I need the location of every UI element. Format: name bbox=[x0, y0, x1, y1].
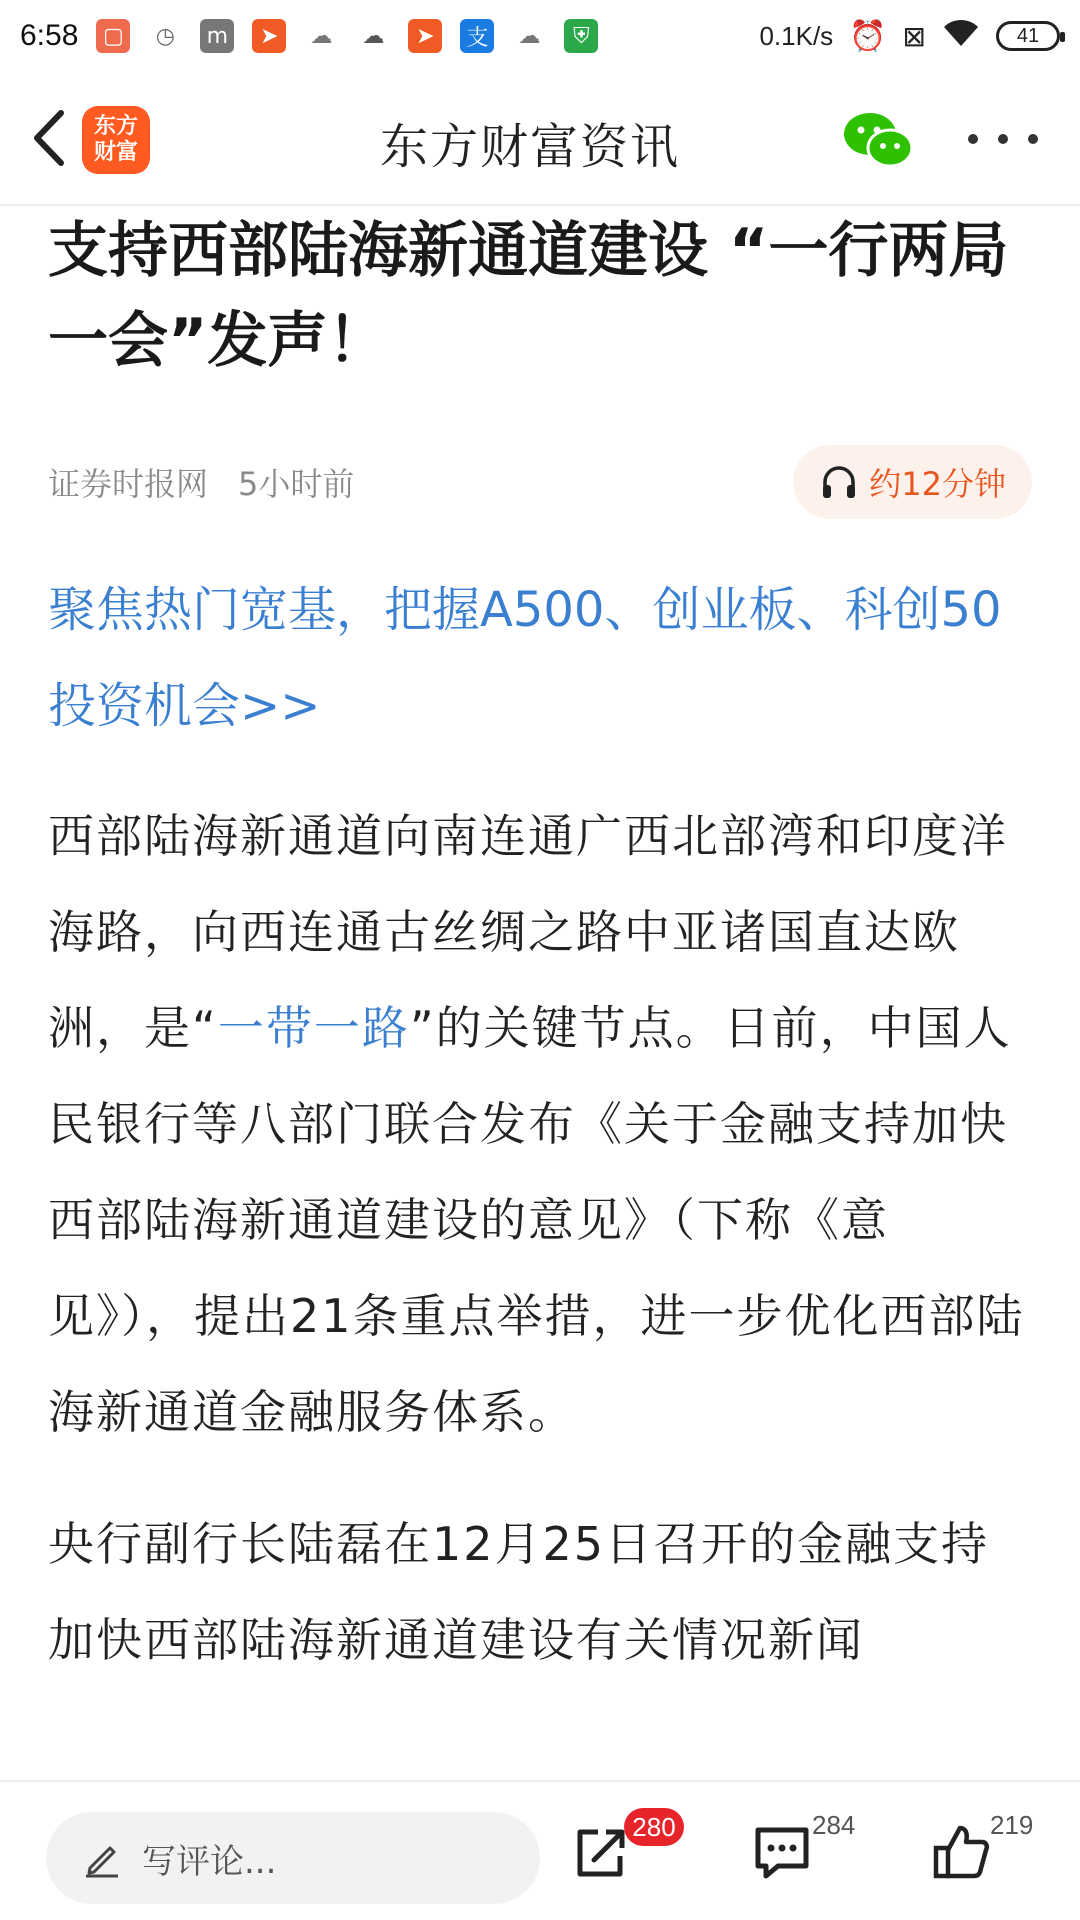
listen-button[interactable] bbox=[793, 445, 1032, 519]
alarm-status-icon: ⏰ bbox=[849, 19, 887, 53]
article-paragraph bbox=[48, 788, 1032, 1460]
app-logo[interactable] bbox=[82, 106, 150, 174]
battery-level: 41 bbox=[1016, 24, 1040, 47]
article-content[interactable] bbox=[0, 206, 1080, 1780]
more-dot-icon bbox=[968, 134, 978, 144]
wifi-icon bbox=[942, 18, 980, 55]
sim-icon: ⊠ bbox=[902, 20, 926, 52]
wechat-share-icon[interactable] bbox=[842, 110, 914, 170]
paragraph-text: 西部陆海新通道向南连通广西北部湾和印度洋海路，向西连通古丝绸之路中亚诸国直达欧洲，是“ bbox=[48, 809, 1008, 1055]
battery-icon bbox=[996, 21, 1060, 51]
app-header bbox=[0, 72, 1080, 206]
mi-icon: m bbox=[200, 19, 234, 53]
article-paragraph: 央行副行长陆磊在12月25日召开的金融支持加快西部陆海新通道建设有关情况新闻 bbox=[48, 1517, 990, 1667]
share-button[interactable] bbox=[570, 1822, 630, 1882]
more-dot-icon bbox=[1028, 134, 1038, 144]
page-title: 东方财富资讯 bbox=[380, 119, 681, 175]
status-right bbox=[759, 18, 1060, 55]
notification-icons bbox=[96, 19, 598, 53]
cloud-icon: ☁ bbox=[362, 23, 385, 49]
status-bar bbox=[0, 0, 1080, 72]
belt-road-link[interactable]: 一带一路 bbox=[217, 1001, 410, 1055]
cloud-icon: ☁ bbox=[518, 23, 541, 49]
alarm-icon: ◷ bbox=[155, 23, 175, 49]
comment-placeholder: 写评论... bbox=[142, 1841, 277, 1882]
pen-icon bbox=[82, 1838, 122, 1878]
like-count: 219 bbox=[990, 1810, 1034, 1840]
article-source: 证券时报网 bbox=[48, 465, 209, 503]
alipay-icon: 支 bbox=[460, 19, 494, 53]
headphones-icon bbox=[819, 462, 859, 502]
comment-input[interactable] bbox=[46, 1812, 540, 1904]
comments-button[interactable] bbox=[752, 1822, 812, 1882]
article-meta bbox=[48, 444, 1032, 520]
promo-link[interactable]: 聚焦热门宽基，把握A500、创业板、科创50投资机会>> bbox=[48, 582, 1002, 734]
status-time: 6:58 bbox=[20, 19, 79, 52]
send-icon: ➤ bbox=[252, 19, 286, 53]
listen-duration: 约12分钟 bbox=[869, 465, 1006, 503]
comment-bubble-icon bbox=[752, 1822, 812, 1882]
send-icon: ➤ bbox=[408, 19, 442, 53]
more-dot-icon bbox=[998, 134, 1008, 144]
chevron-left-icon bbox=[31, 109, 67, 167]
share-count-badge: 280 bbox=[624, 1808, 684, 1846]
paragraph-text: ”的关键节点。日前，中国人民银行等八部门联合发布《关于金融支持加快西部陆海新通道建设的意见》（下称《意见》），提出21条重点举措，进一步优化西部陆海新通道金融服务体系。 bbox=[48, 1001, 1025, 1439]
share-icon bbox=[570, 1822, 630, 1882]
logo-text-top: 东方 bbox=[93, 114, 138, 139]
like-button[interactable] bbox=[932, 1822, 992, 1882]
app-icon: ▢ bbox=[96, 19, 130, 53]
comment-count: 284 bbox=[812, 1810, 856, 1840]
article-title: 支持西部陆海新通道建设 “一行两局一会”发声！ bbox=[48, 216, 1009, 376]
cloud-icon: ☁ bbox=[310, 23, 333, 49]
more-options-button[interactable] bbox=[968, 124, 1038, 154]
shield-icon: ⛨ bbox=[564, 19, 598, 53]
bottom-action-bar bbox=[0, 1780, 1080, 1920]
article-time: 5小时前 bbox=[238, 465, 355, 503]
thumbs-up-icon bbox=[932, 1822, 992, 1882]
logo-text-bottom: 财富 bbox=[93, 140, 138, 165]
network-speed: 0.1K/s bbox=[759, 20, 834, 51]
back-button[interactable] bbox=[24, 108, 74, 168]
